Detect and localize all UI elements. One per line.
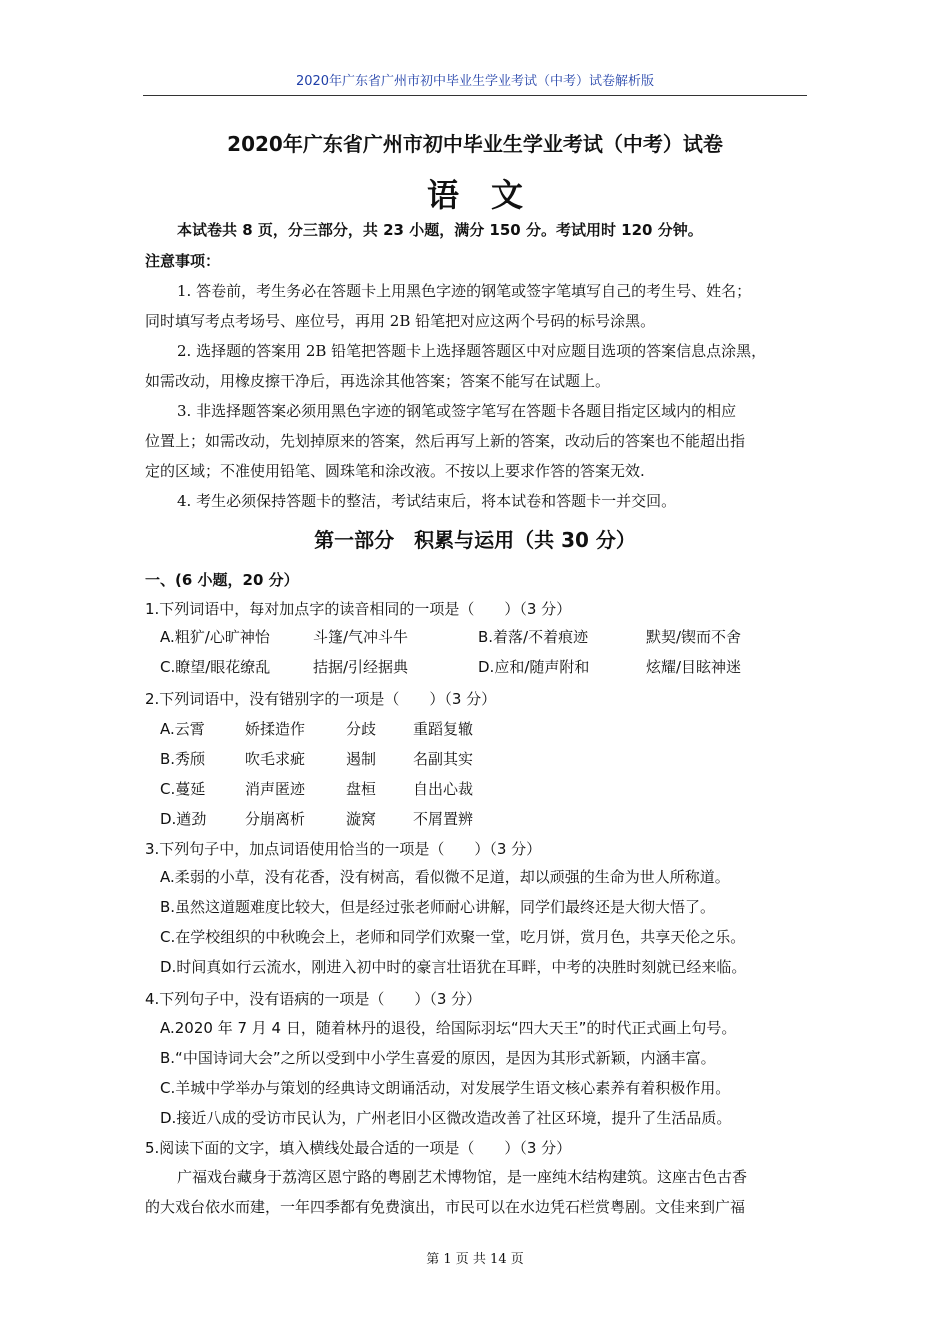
q3-option: C.在学校组织的中秋晚会上，老师和同学们欢聚一堂，吃月饼，赏月色，共享天伦之乐。: [160, 928, 746, 946]
q2-cell: 漩窝: [346, 810, 377, 828]
q3-option: B.虽然这道题难度比较大，但是经过张老师耐心讲解，同学们最终还是大彻大悟了。: [160, 898, 716, 916]
q3-option: A.柔弱的小草，没有花香，没有树高，看似微不足道，却以顽强的生命为世人所称道。: [160, 868, 730, 886]
q4-option: D.接近八成的受访市民认为，广州老旧小区微改造改善了社区环境，提升了生活品质。: [160, 1109, 732, 1127]
q2-cell: D.遒劲: [160, 810, 207, 828]
q2-cell: 盘桓: [346, 780, 377, 798]
question-5-stem: 5.阅读下面的文字，填入横线处最合适的一项是（ ）（3 分）: [145, 1139, 572, 1157]
q4-option: A.2020 年 7 月 4 日，随着林丹的退役，给国际羽坛“四大天王”的时代正式画上句号。: [160, 1019, 737, 1037]
q5-passage-line: 的大戏台依水而建，一年四季都有免费演出，市民可以在水边凭石栏赏粤剧。文佳来到广福: [145, 1198, 746, 1216]
running-header: 2020年广东省广州市初中毕业生学业考试（中考）试卷解析版: [295, 74, 655, 89]
q2-cell: 遏制: [346, 750, 377, 768]
q4-option: C.羊城中学举办与策划的经典诗文朗诵活动，对发展学生语文核心素养有着积极作用。: [160, 1079, 731, 1097]
note-line: 2. 选择题的答案用 2B 铅笔把答题卡上选择题答题区中对应题目选项的答案信息点涂黑，: [177, 342, 767, 360]
page-footer: 第 1 页 共 14 页: [426, 1252, 524, 1267]
q2-cell: 分歧: [346, 720, 377, 738]
part-heading: 一、(6 小题，20 分）: [145, 571, 299, 589]
note-line: 同时填写考点考场号、座位号，再用 2B 铅笔把对应这两个号码的标号涂黑。: [145, 312, 656, 330]
section-title: 第一部分 积累与运用（共 30 分）: [314, 528, 636, 552]
q2-cell: 消声匿迹: [245, 780, 306, 798]
q2-cell: C.蔓延: [160, 780, 206, 798]
q2-cell: 自出心裁: [413, 780, 474, 798]
question-3-stem: 3.下列句子中，加点词语使用恰当的一项是（ ）（3 分）: [145, 840, 542, 858]
exam-title: 2020年广东省广州市初中毕业生学业考试（中考）试卷: [227, 132, 723, 156]
q5-passage-line: 广福戏台藏身于荔湾区恩宁路的粤剧艺术博物馆，是一座纯木结构建筑。这座古色古香: [177, 1168, 748, 1186]
note-line: 1. 答卷前，考生务必在答题卡上用黑色字迹的钢笔或签字笔填写自己的考生号、姓名；: [177, 282, 752, 300]
q2-cell: 重蹈复辙: [413, 720, 474, 738]
q1-option: B.着落/不着痕迹: [478, 628, 589, 646]
question-1-stem: 1.下列词语中，每对加点字的读音相同的一项是（ ）（3 分）: [145, 600, 572, 618]
q1-option: 炫耀/目眩神迷: [646, 658, 742, 676]
q2-cell: 不屑置辨: [413, 810, 474, 828]
note-line: 定的区域；不准使用铅笔、圆珠笔和涂改液。不按以上要求作答的答案无效.: [145, 462, 645, 480]
q3-option: D.时间真如行云流水，刚进入初中时的豪言壮语犹在耳畔，中考的决胜时刻就已经来临。: [160, 958, 747, 976]
q1-option: C.瞭望/眼花缭乱: [160, 658, 271, 676]
q2-cell: 名副其实: [413, 750, 474, 768]
note-line: 位置上；如需改动，先划掉原来的答案，然后再写上新的答案，改动后的答案也不能超出指: [145, 432, 746, 450]
q2-cell: A.云霄: [160, 720, 205, 738]
q2-cell: 吹毛求疵: [245, 750, 306, 768]
q2-cell: B.秀颀: [160, 750, 206, 768]
note-line: 4. 考生必须保持答题卡的整洁，考试结束后，将本试卷和答题卡一并交回。: [177, 492, 677, 510]
q2-cell: 分崩离析: [245, 810, 306, 828]
header-divider: [143, 95, 807, 96]
q1-option: 斗篷/气冲斗牛: [313, 628, 409, 646]
notes-heading: 注意事项：: [145, 252, 221, 270]
q1-option: A.粗犷/心旷神怡: [160, 628, 270, 646]
question-4-stem: 4.下列句子中，没有语病的一项是（ ）（3 分）: [145, 990, 482, 1008]
q4-option: B.“中国诗词大会”之所以受到中小学生喜爱的原因，是因为其形式新颖，内涵丰富。: [160, 1049, 716, 1067]
q1-option: 拮据/引经据典: [313, 658, 409, 676]
q1-option: 默契/锲而不舍: [646, 628, 742, 646]
exam-intro: 本试卷共 8 页，分三部分，共 23 小题，满分 150 分。考试用时 120 分钟。: [177, 221, 703, 239]
subject-title: 语文: [426, 176, 555, 214]
q1-option: D.应和/随声附和: [478, 658, 590, 676]
note-line: 如需改动，用橡皮擦干净后，再选涂其他答案；答案不能写在试题上。: [145, 372, 611, 390]
note-line: 3. 非选择题答案必须用黑色字迹的钢笔或签字笔写在答题卡各题目指定区域内的相应: [177, 402, 737, 420]
q2-cell: 娇揉造作: [245, 720, 306, 738]
question-2-stem: 2.下列词语中，没有错别字的一项是（ ）（3 分）: [145, 690, 497, 708]
